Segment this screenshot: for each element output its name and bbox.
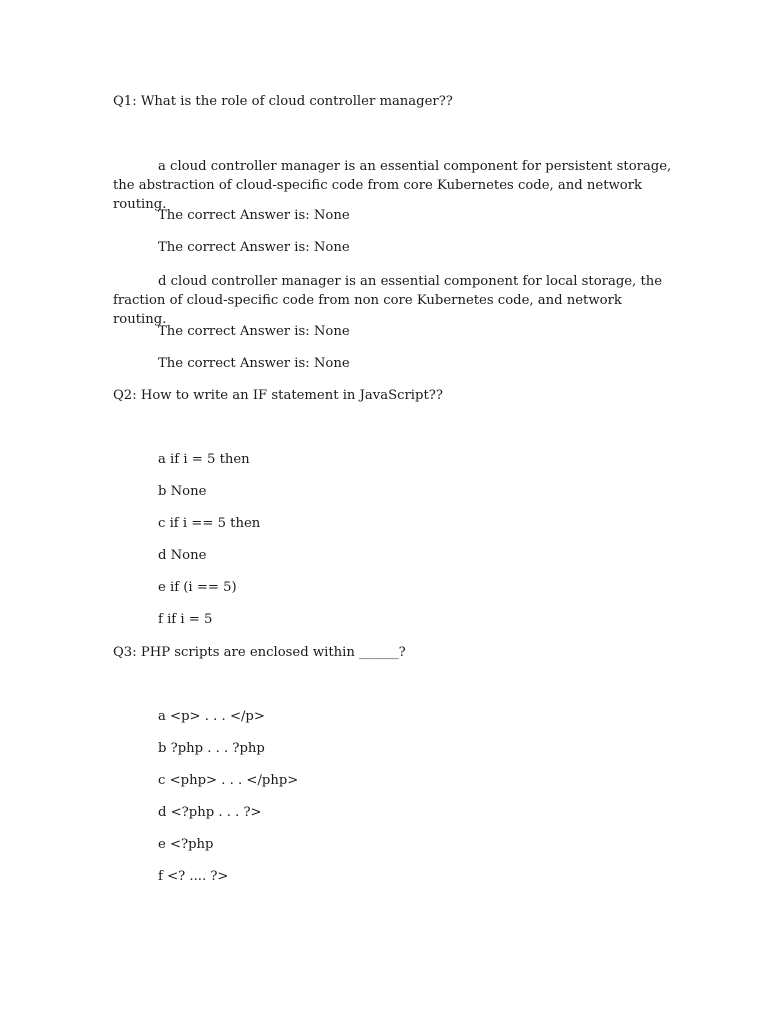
q3-option-b: b ?php . . . ?php — [158, 741, 265, 756]
q3-option-d: d <?php . . . ?> — [158, 805, 262, 820]
q3-option-a: a <p> . . . </p> — [158, 709, 265, 724]
q1-option-f: The correct Answer is: None — [158, 356, 350, 371]
q2-option-f: f if i = 5 — [158, 612, 213, 627]
question-3: Q3: PHP scripts are enclosed within ______? — [113, 645, 406, 660]
q3-option-e: e <?php — [158, 837, 214, 852]
q2-option-c: c if i == 5 then — [158, 516, 261, 531]
q1-option-c: The correct Answer is: None — [158, 240, 350, 255]
q2-option-d: d None — [158, 548, 207, 563]
question-2: Q2: How to write an IF statement in JavaScript?? — [113, 388, 443, 403]
q2-option-b: b None — [158, 484, 207, 499]
q1-option-b: The correct Answer is: None — [158, 208, 350, 223]
q2-option-a: a if i = 5 then — [158, 452, 250, 467]
question-1: Q1: What is the role of cloud controller manager?? — [113, 94, 453, 109]
q3-option-c: c <php> . . . </php> — [158, 773, 299, 788]
q3-option-f: f <? .... ?> — [158, 869, 229, 884]
q1-option-a: a cloud controller manager is an essential component for persistent storage, the abstraction of cloud-specific code from core Kubernetes code, and network routing. — [113, 159, 672, 212]
q1-option-e: The correct Answer is: None — [158, 324, 350, 339]
q2-option-e: e if (i == 5) — [158, 580, 237, 595]
q1-option-d: d cloud controller manager is an essential component for local storage, the fraction of cloud-specific code from non core Kubernetes code, and network routing. — [113, 274, 663, 327]
